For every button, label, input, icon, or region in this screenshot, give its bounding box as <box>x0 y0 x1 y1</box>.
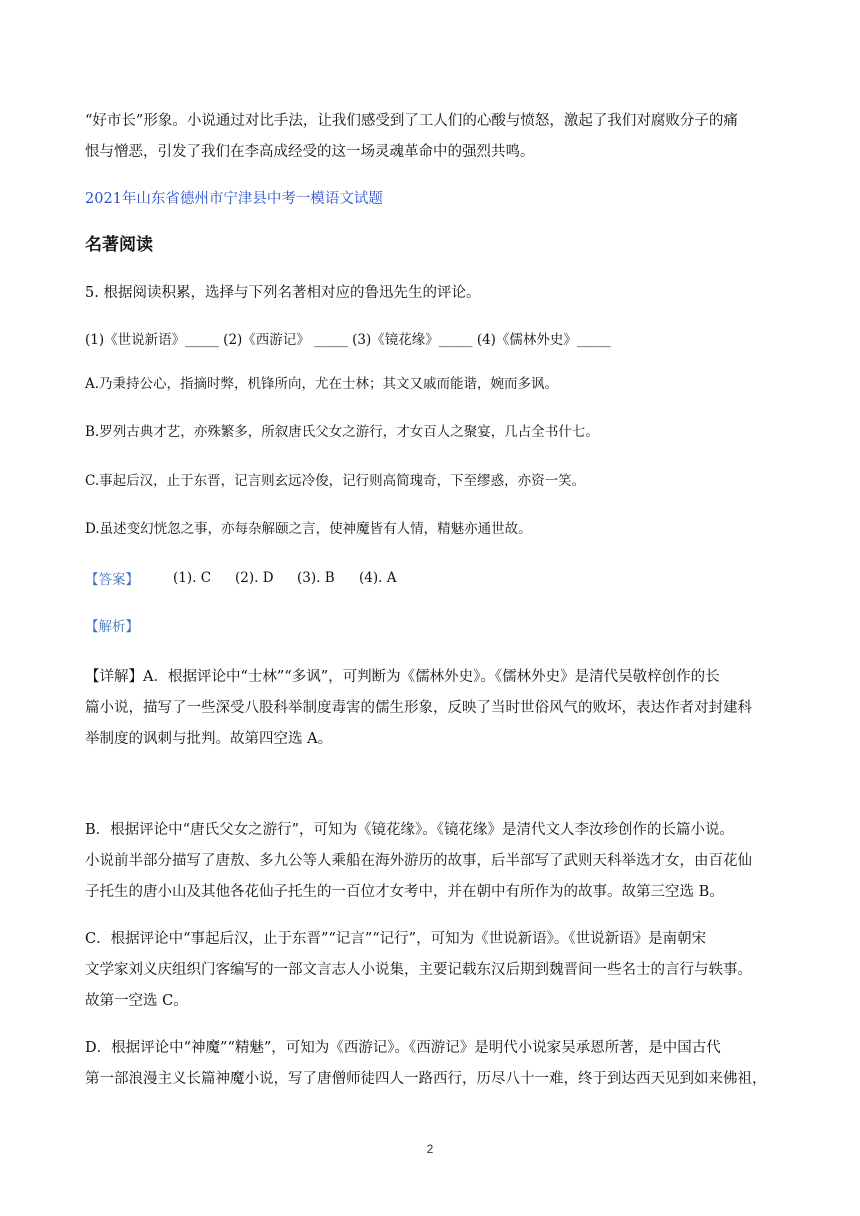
analysis-line: 举制度的讽刺与批判。故第四空选 A。 <box>85 731 333 747</box>
question-item-label: (2)《西游记》 <box>223 332 310 348</box>
question-item-label: (4)《儒林外史》 <box>476 332 577 348</box>
page-number: 2 <box>426 1142 434 1156</box>
section-heading-text: 名著阅读 <box>85 235 153 255</box>
analysis-line: 【详解】A．根据评论中“士林”“多讽”，可判断为《儒林外史》。《儒林外史》是清代吴敬梓创作的长 <box>85 669 720 685</box>
question-item-label: (3)《镜花缘》 <box>352 332 439 348</box>
analysis-line: 第一部浪漫主义长篇神魔小说，写了唐僧师徒四人一路西行，历尽八十一难，终于到达西天见到如来佛祖， <box>85 1071 767 1087</box>
option-text: A.乃秉持公心，指摘时弊，机锋所向，尤在士林；其文又戚而能谐，婉而多讽。 <box>85 376 559 392</box>
analysis-tag: 【解析】 <box>85 619 139 635</box>
question-stem-text: 5. 根据阅读积累，选择与下列名著相对应的鲁迅先生的评论。 <box>85 285 481 301</box>
analysis-detail-b <box>85 815 775 908</box>
analysis-line: B．根据评论中“唐氏父女之游行”，可知为《镜花缘》。《镜花缘》是清代文人李汝珍创作的长篇小说。 <box>85 822 734 838</box>
analysis-line: D．根据评论中“神魔”“精魅”，可知为《西游记》。《西游记》是明代小说家吴承恩所著，是中国古代 <box>85 1040 721 1056</box>
question-items-line <box>85 326 775 354</box>
answer-item: (3). B <box>297 570 335 586</box>
answer-row <box>85 568 775 588</box>
option-c <box>85 470 775 492</box>
analysis-line: 文学家刘义庆组织门客编写的一部文言志人小说集，主要记载东汉后期到魏晋间一些名士的言行与轶事。 <box>85 962 752 978</box>
option-text: B.罗列古典才艺，亦殊繁多，所叙唐氏父女之游行，才女百人之聚宴，几占全书什七。 <box>85 424 599 440</box>
intro-line: 恨与憎恶，引发了我们在李高成经受的这一场灵魂革命中的强烈共鸣。 <box>85 144 535 160</box>
source-title[interactable] <box>85 184 775 215</box>
option-a <box>85 373 775 395</box>
analysis-tag-block <box>85 616 775 638</box>
answer-item: (4). A <box>359 570 397 586</box>
source-link[interactable]: 2021年山东省德州市宁津县中考一模语文试题 <box>85 191 383 207</box>
analysis-line: 故第一空选 C。 <box>85 993 188 1009</box>
analysis-line: C．根据评论中“事起后汉，止于东晋”“记言”“记行”，可知为《世说新语》。《世说新语》是南朝宋 <box>85 931 707 947</box>
answer-blank: _____ <box>576 332 611 348</box>
answer-tag: 【答案】 <box>85 572 139 588</box>
analysis-detail-c <box>85 924 775 1017</box>
intro-line: “好市长”形象。小说通过对比手法，让我们感受到了工人们的心酸与愤怒，激起了我们对腐败分子的痛 <box>85 113 738 129</box>
analysis-line: 小说前半部分描写了唐敖、多九公等人乘船在海外游历的故事，后半部写了武则天科举选才女，由百花仙 <box>85 853 752 869</box>
answer-item: (2). D <box>235 570 274 586</box>
analysis-line: 篇小说，描写了一些深受八股科举制度毒害的儒生形象，反映了当时世俗风气的败坏，表达作者对封建科 <box>85 700 752 716</box>
question-stem <box>85 278 775 309</box>
option-d <box>85 518 775 540</box>
answer-blank: _____ <box>314 332 348 348</box>
answer-item: (1). C <box>173 570 212 586</box>
analysis-detail-d <box>85 1033 775 1095</box>
option-b <box>85 421 775 443</box>
intro-paragraph <box>85 106 775 168</box>
section-heading <box>85 230 775 261</box>
answer-blank: _____ <box>438 332 473 348</box>
analysis-line: 子托生的唐小山及其他各花仙子托生的一百位才女考中，并在朝中有所作为的故事。故第三空选 B。 <box>85 884 724 900</box>
question-item-label: (1)《世说新语》 <box>85 332 186 348</box>
option-text: C.事起后汉，止于东晋，记言则玄远冷俊，记行则高简瑰奇，下至缪惑，亦资一笑。 <box>85 473 586 489</box>
question-items <box>85 326 775 354</box>
analysis-detail-a <box>85 662 775 755</box>
option-text: D.虽述变幻恍忽之事，亦每杂解颐之言，使神魔皆有人情，精魅亦通世故。 <box>85 521 532 537</box>
answer-blank: _____ <box>185 332 219 348</box>
